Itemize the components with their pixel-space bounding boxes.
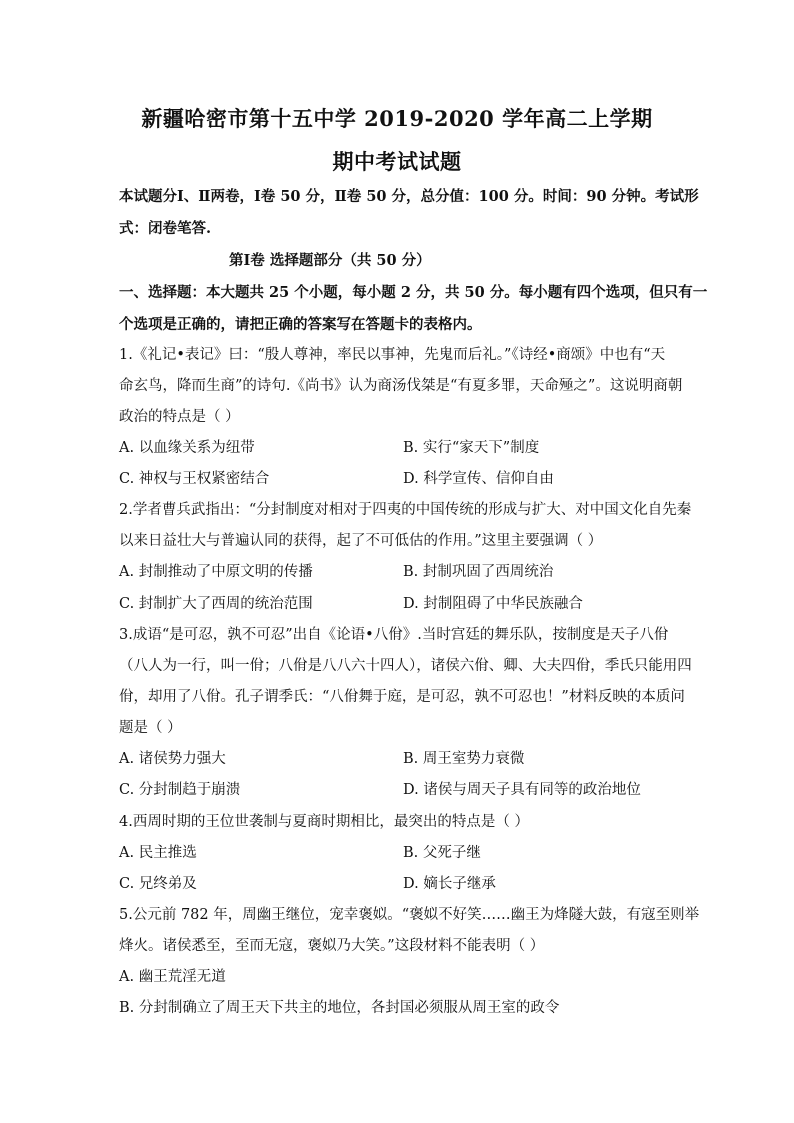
question-3-text: （八人为一行，叫一佾；八佾是八八六十四人），诸侯六佾、卿、大夫四佾，季氏只能用四	[119, 658, 692, 674]
question-1-text: 政治的特点是（ ）	[119, 409, 240, 425]
question-5-option-b: B. 分封制确立了周王天下共主的地位，各封国必须服从周王室的政令	[119, 1000, 560, 1016]
question-4-option-d: D. 嫡长子继承	[403, 876, 496, 892]
exam-title-line1: 新疆哈密市第十五中学 2019-2020 学年高二上学期	[141, 106, 653, 131]
question-3-option-c: C. 分封制趋于崩溃	[119, 782, 241, 798]
question-1-text: 1.《礼记•表记》曰：“殷人尊神，率民以事神，先鬼而后礼。”《诗经•商颂》中也有“天	[119, 347, 666, 363]
question-4-option-c: C. 兄终弟及	[119, 876, 197, 892]
intro-text: 本试题分Ⅰ、Ⅱ两卷，Ⅰ卷 50 分，Ⅱ卷 50 分，总分值：100 分。时间：90 分钟。考试形	[119, 188, 699, 205]
question-2-option-b: B. 封制巩固了西周统治	[403, 564, 554, 580]
question-5-option-a: A. 幽王荒淫无道	[119, 969, 226, 985]
question-3-option-a: A. 诸侯势力强大	[119, 751, 226, 767]
section-heading: 第Ⅰ卷 选择题部分（共 50 分）	[229, 252, 431, 269]
question-4-option-a: A. 民主推选	[119, 845, 197, 861]
question-3-text: 佾，却用了八佾。孔子谓季氏：“八佾舞于庭，是可忍，孰不可忍也！”材料反映的本质问	[119, 689, 685, 705]
question-3-text: 题是（ ）	[119, 720, 182, 736]
intro-text: 式：闭卷笔答.	[119, 220, 212, 237]
section-instructions: 个选项是正确的，请把正确的答案写在答题卡的表格内。	[119, 316, 482, 333]
question-3-option-b: B. 周王室势力衰微	[403, 751, 525, 767]
question-2-option-a: A. 封制推动了中原文明的传播	[119, 564, 313, 580]
section-instructions: 一、选择题：本大题共 25 个小题，每小题 2 分，共 50 分。每小题有四个选项，但只有一	[119, 284, 708, 301]
question-2-option-c: C. 封制扩大了西周的统治范围	[119, 596, 313, 612]
question-2-option-d: D. 封制阻碍了中华民族融合	[403, 596, 583, 612]
question-2-text: 2.学者曹兵武指出：“分封制度对相对于四夷的中国传统的形成与扩大、对中国文化自先秦	[119, 502, 692, 518]
question-3-option-d: D. 诸侯与周天子具有同等的政治地位	[403, 782, 641, 798]
exam-title-line2: 期中考试试题	[332, 149, 462, 174]
question-1-text: 命玄鸟，降而生商”的诗句.《尚书》认为商汤伐桀是“有夏多罪，天命殛之”。这说明商朝	[119, 378, 683, 394]
question-3-text: 3.成语“是可忍，孰不可忍”出自《论语•八佾》.当时宫廷的舞乐队，按制度是天子八佾	[119, 627, 669, 643]
question-1-option-a: A. 以血缘关系为纽带	[119, 440, 255, 456]
question-4-text: 4.西周时期的王位世袭制与夏商时期相比，最突出的特点是（ ）	[119, 814, 529, 830]
question-1-option-b: B. 实行“家天下”制度	[403, 440, 540, 456]
question-5-text: 烽火。诸侯悉至，至而无寇，褒姒乃大笑。”这段材料不能表明（ ）	[119, 938, 545, 954]
question-4-option-b: B. 父死子继	[403, 845, 481, 861]
question-1-option-c: C. 神权与王权紧密结合	[119, 471, 270, 487]
question-5-text: 5.公元前 782 年，周幽王继位，宠幸褒姒。“褒姒不好笑……幽王为烽隧大鼓，有寇至则举	[119, 907, 700, 923]
question-2-text: 以来日益壮大与普遍认同的获得，起了不可低估的作用。”这里主要强调（ ）	[119, 533, 603, 549]
question-1-option-d: D. 科学宣传、信仰自由	[403, 471, 554, 487]
